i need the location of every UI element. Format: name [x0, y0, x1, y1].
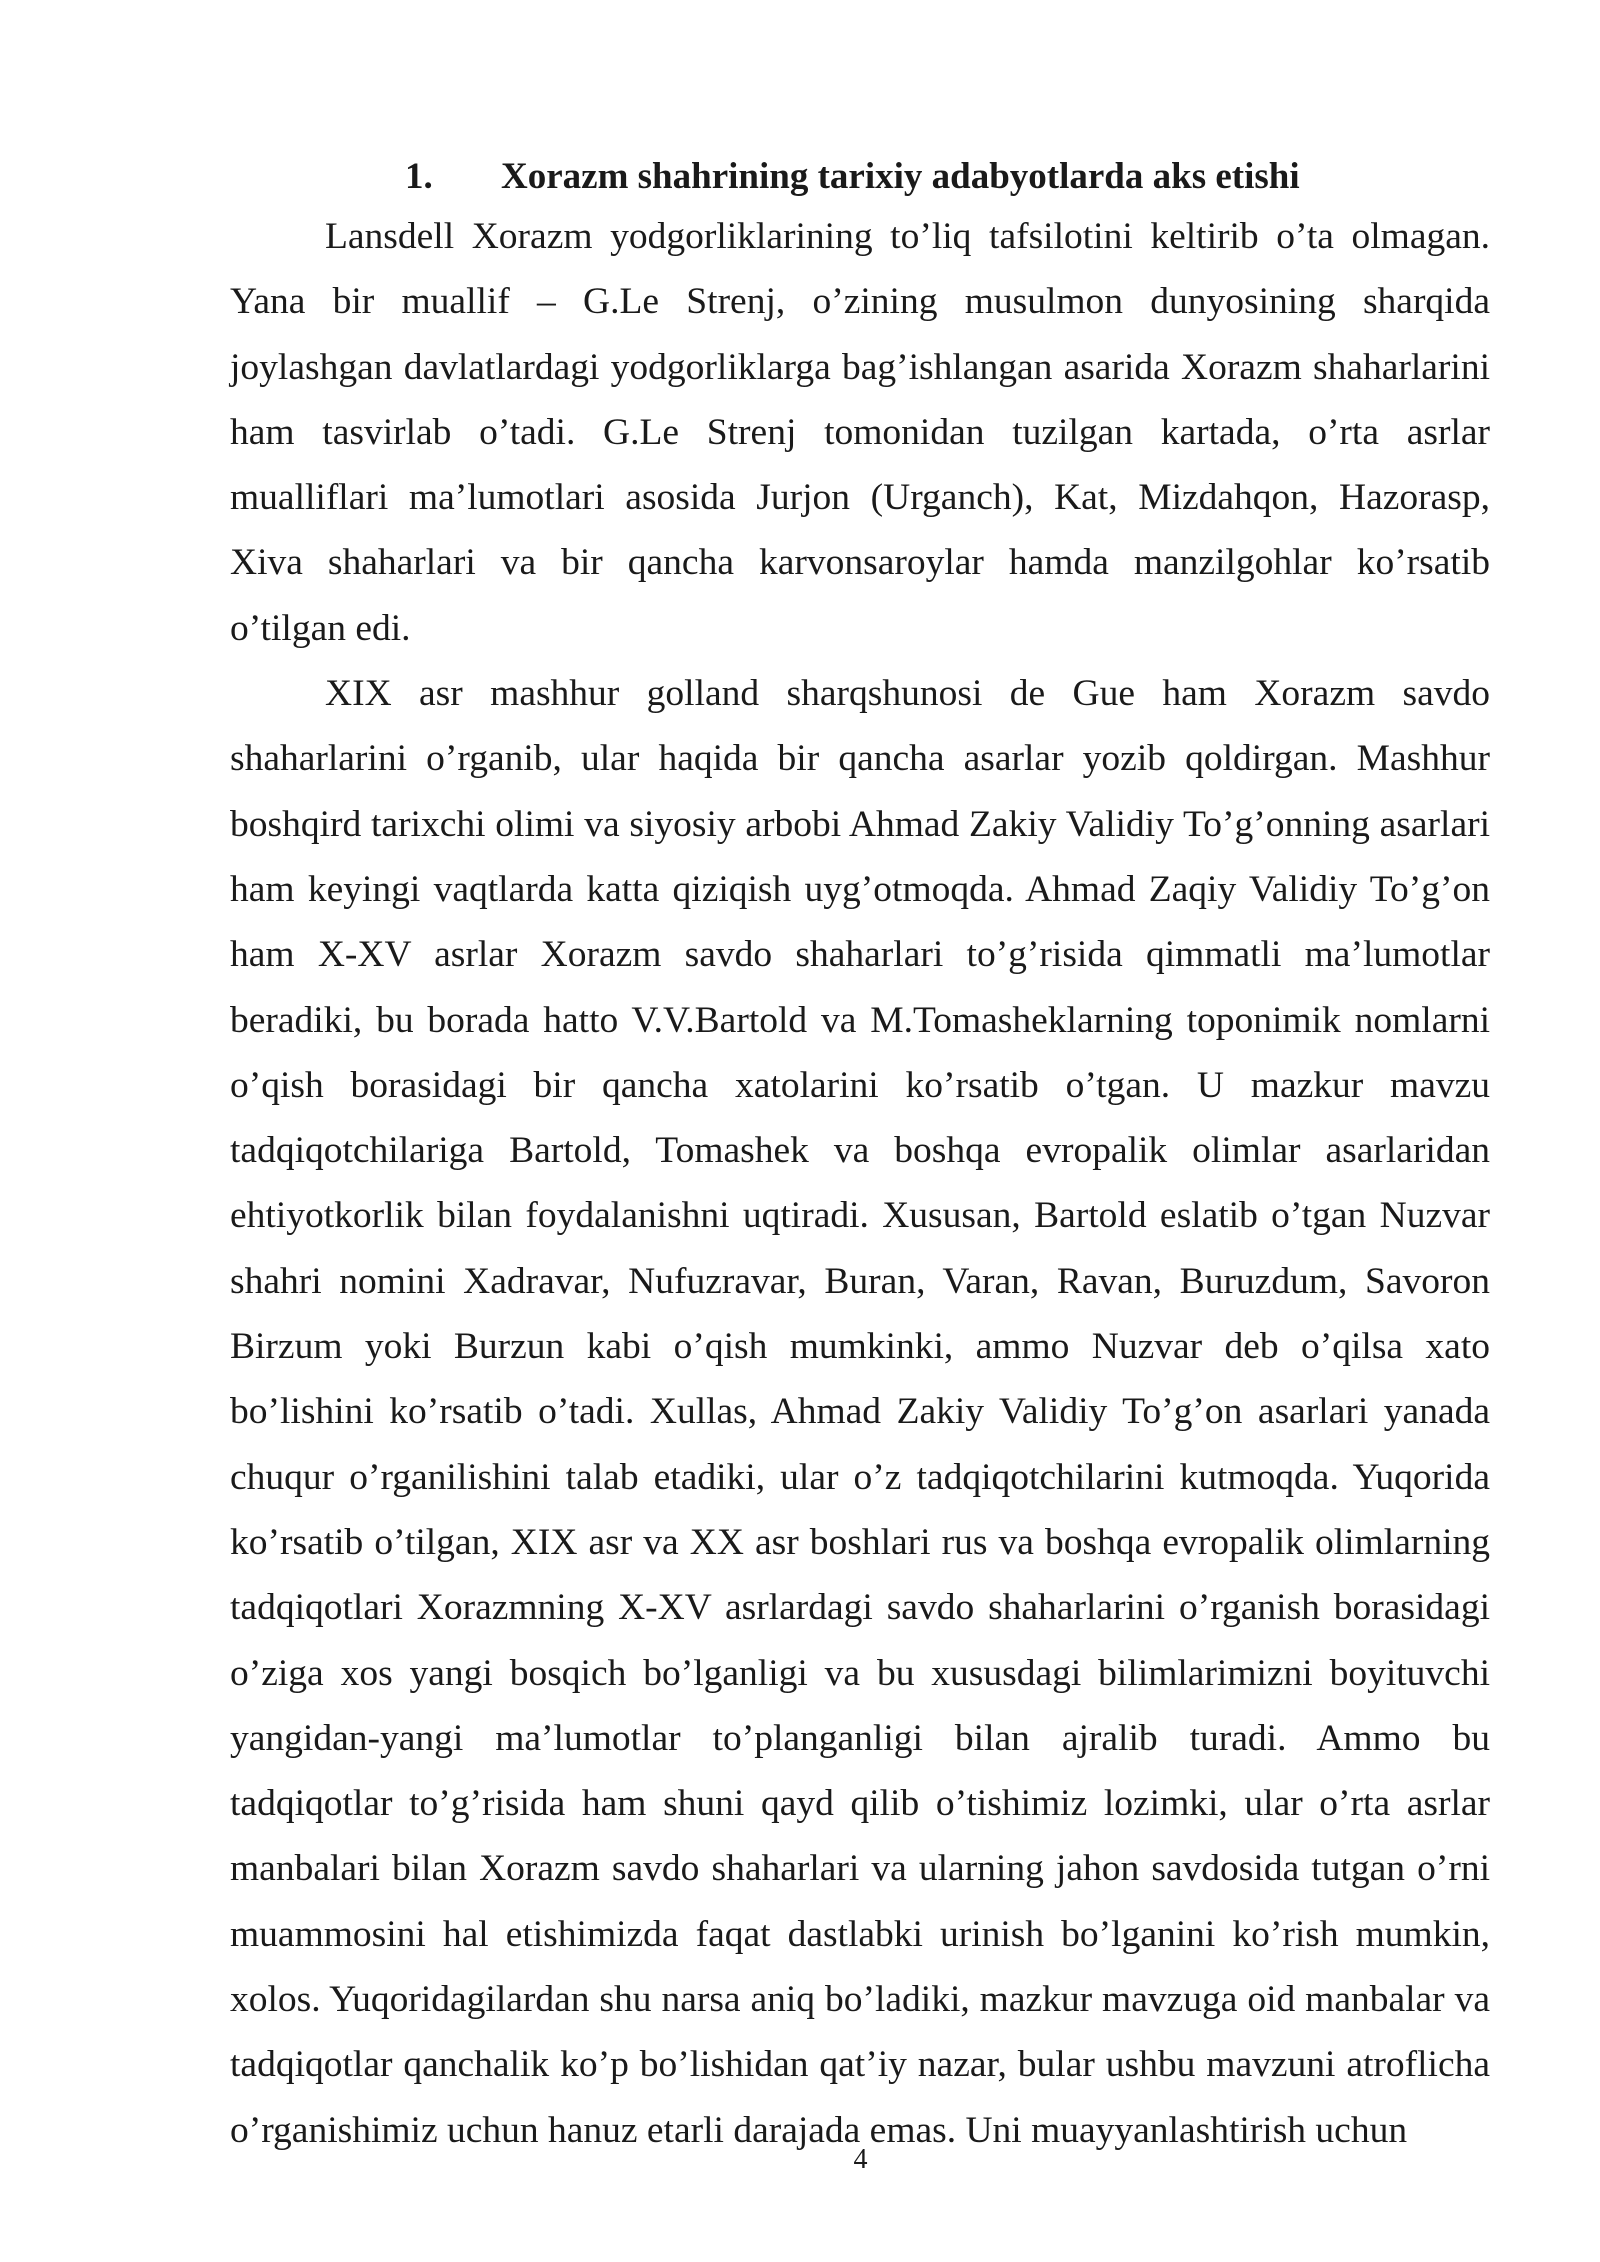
- section-title: Xorazm shahrining tarixiy adabyotlarda aks etishi: [501, 156, 1300, 197]
- paragraph-1: Lansdell Xorazm yodgorliklarining to’liq tafsilotini keltirib o’ta olmagan. Yana bir muallif – G.Le Strenj, o’zining musulmon dunyosining sharqida joylashgan davlatlardagi yodgorliklarga bag’ishlangan asarida Xorazm shaharlarini ham tasvirlab o’tadi. G.Le Strenj tomonidan tuzilgan kartada, o’rta asrlar mualliflari ma’lumotlari asosida Jurjon (Urganch), Kat, Mizdahqon, Hazorasp, Xiva shaharlari va bir qancha karvonsaroylar hamda manzilgohlar ko’rsatib o’tilgan edi.: [230, 216, 1490, 649]
- paragraph-2: XIX asr mashhur golland sharqshunosi de Gue ham Xorazm savdo shaharlarini o’rganib, ular haqida bir qancha asarlar yozib qoldirgan. Mashhur boshqird tarixchi olimi va siyosiy arbobi Ahmad Zakiy Validiy To’g’onning asarlari ham keyingi vaqtlarda katta qiziqish uyg’otmoqda. Ahmad Zaqiy Validiy To’g’on ham X-XV asrlar Xorazm savdo shaharlari to’g’risida qimmatli ma’lumotlar beradiki, bu borada hatto V.V.Bartold va M.Tomasheklarning toponimik nomlarni o’qish borasidagi bir qancha xatolarini ko’rsatib o’tgan. U mazkur mavzu tadqiqotchilariga Bartold, Tomashek va boshqa evropalik olimlar asarlaridan ehtiyotkorlik bilan foydalanishni uqtiradi. Xususan, Bartold eslatib o’tgan Nuzvar shahri nomini Xadravar, Nufuzravar, Buran, Varan, Ravan, Buruzdum, Savoron Birzum yoki Burzun kabi o’qish mumkinki, ammo Nuzvar deb o’qilsa xato bo’lishini ko’rsatib o’tadi. Xullas, Ahmad Zakiy Validiy To’g’on asarlari yanada chuqur o’rganilishini talab etadiki, ular o’z tadqiqotchilarini kutmoqda. Yuqorida ko’rsatib o’tilgan, XIX asr va XX asr boshlari rus va boshqa evropalik olimlarning tadqiqotlari Xorazmning X-XV asrlardagi savdo shaharlarini o’rganish borasidagi o’ziga xos yangi bosqich bo’lganligi va bu xususdagi bilimlarimizni boyituvchi yangidan-yangi ma’lumotlar to’planganligi bilan ajralib turadi. Ammo bu tadqiqotlar to’g’risida ham shuni qayd qilib o’tishimiz lozimki, ular o’rta asrlar manbalari bilan Xorazm savdo shaharlari va ularning jahon savdosida tutgan o’rni muammosini hal etishimizda faqat dastlabki urinish bo’lganini ko’rish mumkin, xolos. Yuqoridagilardan shu narsa aniq bo’ladiki, mazkur mavzuga oid manbalar va tadqiqotlar qanchalik ko’p bo’lishidan qat’iy nazar, bular ushbu mavzuni atroflicha o’rganishimiz uchun hanuz etarli darajada emas. Uni muayyanlashtirish uchun: [230, 673, 1490, 2151]
- section-heading: [230, 150, 1490, 204]
- section-number: 1.: [405, 156, 433, 197]
- page-body: [230, 150, 1490, 2163]
- page-number: 4: [853, 2144, 868, 2175]
